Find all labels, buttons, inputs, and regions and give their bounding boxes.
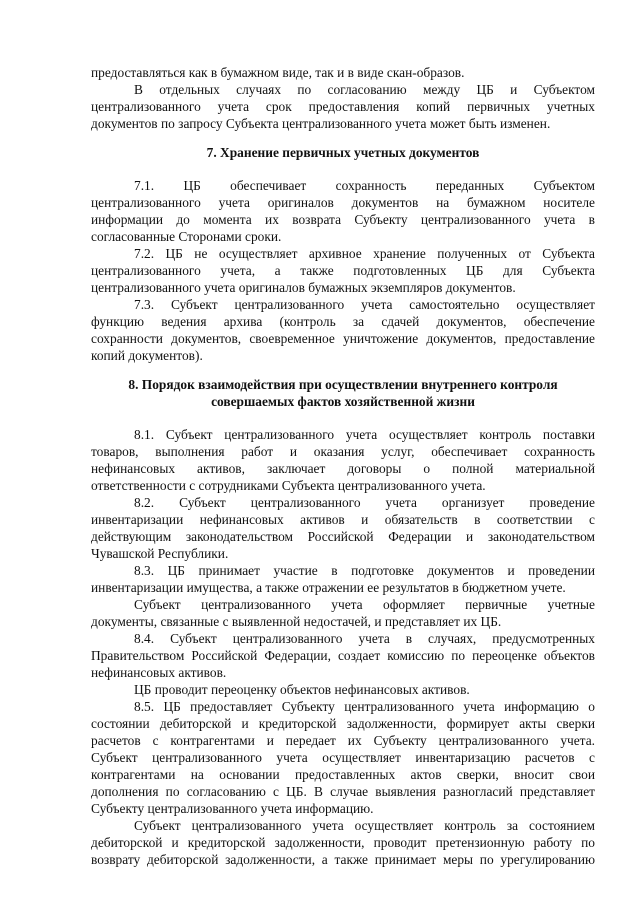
text-line: нефинансовых активов. <box>91 665 227 680</box>
text-line: В отдельных случаях по согласованию между ЦБ и Субъектом <box>134 82 595 97</box>
text-line: централизованного учета, а также подготовленных ЦБ для Субъекта <box>91 263 595 278</box>
text-line: 7.1. ЦБ обеспечивает сохранность переданных Субъектом <box>134 178 595 193</box>
text-line: 8.1. Субъект централизованного учета осуществляет контроль поставки <box>134 427 595 442</box>
text-line: дебиторской и кредиторской задолженности, проводит претензионную работу по <box>91 835 595 850</box>
text-line: централизованного учета оригиналов бумажных экземпляров документов. <box>91 280 516 295</box>
text-line: 8.5. ЦБ предоставляет Субъекту централизованного учета информацию о <box>134 699 595 714</box>
text-line: дополнения по согласованию с ЦБ. В случае выявления разногласий представляет <box>91 784 595 799</box>
text-line: нефинансовых активов, заключает договоры о полной материальной <box>91 461 595 476</box>
text-line: инвентаризации нефинансовых активов и обязательств в соответствии с <box>91 512 595 527</box>
text-line: Субъект централизованного учета осуществляет контроль за состоянием <box>134 818 595 833</box>
text-line: товаров, выполнения работ и оказания услуг, обеспечивает сохранность <box>91 444 595 459</box>
text-line: функцию ведения архива (контроль за сдачей документов, обеспечение <box>91 314 595 329</box>
text-line: централизованного учета оригиналов документов на бумажном носителе <box>91 195 595 210</box>
text-line: информации до момента их возврата Субъекту централизованного учета в <box>91 212 595 227</box>
text-line: 7.2. ЦБ не осуществляет архивное хранение полученных от Субъекта <box>134 246 595 261</box>
text-line: Субъекту централизованного учета информацию. <box>91 801 374 816</box>
text-line: Чувашской Республики. <box>91 546 229 561</box>
text-line: 8.2. Субъект централизованного учета организует проведение <box>134 495 595 510</box>
text-line: предоставляться как в бумажном виде, так и в виде скан-образов. <box>91 65 465 80</box>
text-line: контрагентами на основании предоставленных актов сверки, вносит свои <box>91 767 595 782</box>
section-heading-8-cont: совершаемых фактов хозяйственной жизни <box>211 394 475 409</box>
text-line: ответственности с сотрудниками Субъекта централизованного учета. <box>91 478 486 493</box>
text-line: расчетов с контрагентами и передает их Субъекту централизованного учета. <box>91 733 595 748</box>
text-line: 8.3. ЦБ принимает участие в подготовке документов и проведении <box>134 563 595 578</box>
text-line: 7.3. Субъект централизованного учета самостоятельно осуществляет <box>134 297 595 312</box>
text-line: документов по запросу Субъекта централизованного учета может быть изменен. <box>91 116 551 131</box>
text-line: 8.4. Субъект централизованного учета в случаях, предусмотренных <box>134 631 595 646</box>
text-line: ЦБ проводит переоценку объектов нефинансовых активов. <box>134 682 470 697</box>
text-line: централизованного учета срок предоставления копий первичных учетных <box>91 99 595 114</box>
text-line: документы, связанные с выявленной недостачей, и представляет их ЦБ. <box>91 614 502 629</box>
text-line: Правительством Российской Федерации, создает комиссию по переоценке объектов <box>91 648 595 663</box>
text-line: согласованные Сторонами сроки. <box>91 229 282 244</box>
text-line: возврату дебиторской задолженности, а также принимает меры по урегулированию <box>91 852 595 867</box>
text-line: состоянии дебиторской и кредиторской задолженности, формирует акты сверки <box>91 716 595 731</box>
section-heading-7: 7. Хранение первичных учетных документов <box>206 145 480 160</box>
text-line: копий документов). <box>91 348 203 363</box>
text-line: действующим законодательством Российской Федерации и законодательством <box>91 529 595 544</box>
section-heading-8: 8. Порядок взаимодействия при осуществлении внутреннего контроля <box>128 377 558 392</box>
text-line: сохранности документов, своевременное уничтожение документов, предоставление <box>91 331 595 346</box>
text-line: Субъект централизованного учета оформляет первичные учетные <box>134 597 595 612</box>
text-line: Субъект централизованного учета осуществляет инвентаризацию расчетов с <box>91 750 595 765</box>
text-line: инвентаризации имущества, а также отражении ее результатов в бюджетном учете. <box>91 580 566 595</box>
